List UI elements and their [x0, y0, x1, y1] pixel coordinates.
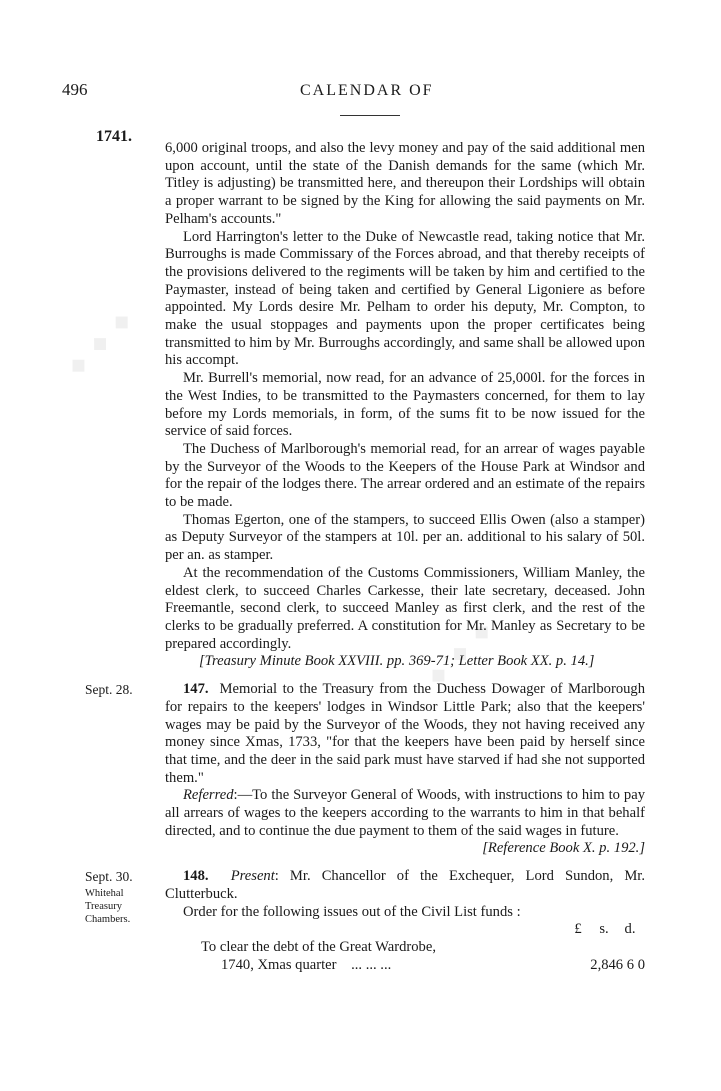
paragraph: At the recommendation of the Customs Commissioners, William Manley, the eldest clerk, to succeed Charles Carkesse, their late secretary, deceased. John Freemantle, second clerk, to succeed Manley as first clerk, and the rest of the clerks to be gradually preferred. A constitution for Mr. Manley as Secretary to be prepared accordingly.	[165, 564, 645, 652]
order-text: Order for the following issues out of the Civil List funds :	[183, 903, 521, 920]
header-rule	[340, 115, 400, 116]
referred-label: Referred	[183, 787, 234, 804]
money-item-desc: To clear the debt of the Great Wardrobe,	[201, 938, 436, 955]
money-item	[221, 957, 645, 975]
entry-date: Sept. 28.	[85, 682, 133, 698]
pounds-header: £	[574, 921, 582, 938]
page-number: 496	[62, 80, 88, 99]
leader-dots: ... ... ...	[351, 956, 392, 973]
paragraph: 6,000 original troops, and also the levy money and pay of the said additional men upon account, until the state of the Danish demands for the same (which Mr. Titley is adjusting) be transmitted here, and thereupon their Lordships will obtain a proper warrant to be signed by the King for allowing the said payments on Mr. Pelham's accounts."	[165, 140, 645, 227]
pence-header: d.	[624, 921, 636, 938]
paragraph: Lord Harrington's letter to the Duke of Newcastle read, taking notice that Mr. Burroughs is made Commissary of the Forces abroad, and that thereby receipts of the provisions delivered to the regiments will be taken by him and certified to the Paymaster, instead of being taken and certified by General Ligoniere as before appointed. My Lords desire Mr. Pelham to order his deputy, Mr. Compton, to make the usual stoppages and payments upon the proper certificates being transmitted to him by Mr. Burroughs accordingly, and same shall be allowed upon his accompt.	[165, 228, 645, 369]
source-reference: [Reference Book X. p. 192.]	[482, 840, 645, 857]
entry-margin	[85, 868, 157, 925]
entry-text: Memorial to the Treasury from the Duchess Dowager of Marlborough for repairs to the keepers' lodges in Windsor Little Park; also that the keepers' wages may be paid by the Surveyor of the Woods, they not having received any money since Xmas, 1733, "for that the keepers have been paid by herself since that time, and the deer in the said park must have starved if had she not supported them."	[165, 681, 646, 786]
source-reference: [Treasury Minute Book XXVIII. pp. 369-71; Letter Book XX. p. 14.]	[199, 653, 595, 670]
watermark: ◆ ◆ ◆	[423, 614, 499, 691]
present-text: : Mr. Chancellor of the Exchequer, Lord Sundon, Mr. Clutterbuck.	[165, 868, 646, 902]
money-item-desc: 1740, Xmas quarter	[221, 956, 337, 973]
watermark: ◆ ◆ ◆	[63, 304, 139, 381]
entry-147	[85, 681, 646, 858]
entry-place-line: Whitehal	[85, 887, 124, 899]
present-label: Present	[230, 868, 275, 885]
entry-place-line: Chambers.	[85, 913, 131, 925]
paragraph: Mr. Burrell's memorial, now read, for an advance of 25,000l. for the forces in the West Indies, to be transmitted to the Paymasters concerned, for them to lay before my Lords memorials, in form, of the sums fit to be now issued for the service of said forces.	[165, 370, 645, 440]
running-title: CALENDAR OF	[300, 82, 434, 99]
margin-year: 1741.	[96, 128, 132, 145]
paragraph: The Duchess of Marlborough's memorial read, for an arrear of wages payable by the Surveyor of the Woods to the Keepers of the House Park at Windsor and for the repair of the lodges there. The arrear ordered and an estimate of the repairs to be made.	[165, 440, 645, 511]
paragraph: Thomas Egerton, one of the stampers, to succeed Ellis Owen (also a stamper) as Deputy Surveyor of the stampers at 10l. per an. additional to his salary of 50l. per an. as stamper.	[165, 511, 645, 564]
entry-148	[85, 868, 646, 974]
referred-text: :—To the Surveyor General of Woods, with instructions to him to pay all arrears of wages to the keepers according to the warrants to him in that behalf directed, and to continue the due payment to them of the said wages in future.	[165, 787, 645, 839]
entry-date: Sept. 30.	[85, 869, 133, 885]
money-amount: 2,846 6 0	[590, 956, 645, 973]
entry-number: 148.	[183, 868, 209, 885]
money-column-headers	[165, 921, 645, 939]
main-text	[85, 140, 646, 974]
money-item	[201, 939, 645, 957]
entry-place-line: Treasury	[85, 900, 122, 912]
shillings-header: s.	[599, 921, 609, 938]
entry-number: 147.	[183, 681, 209, 698]
